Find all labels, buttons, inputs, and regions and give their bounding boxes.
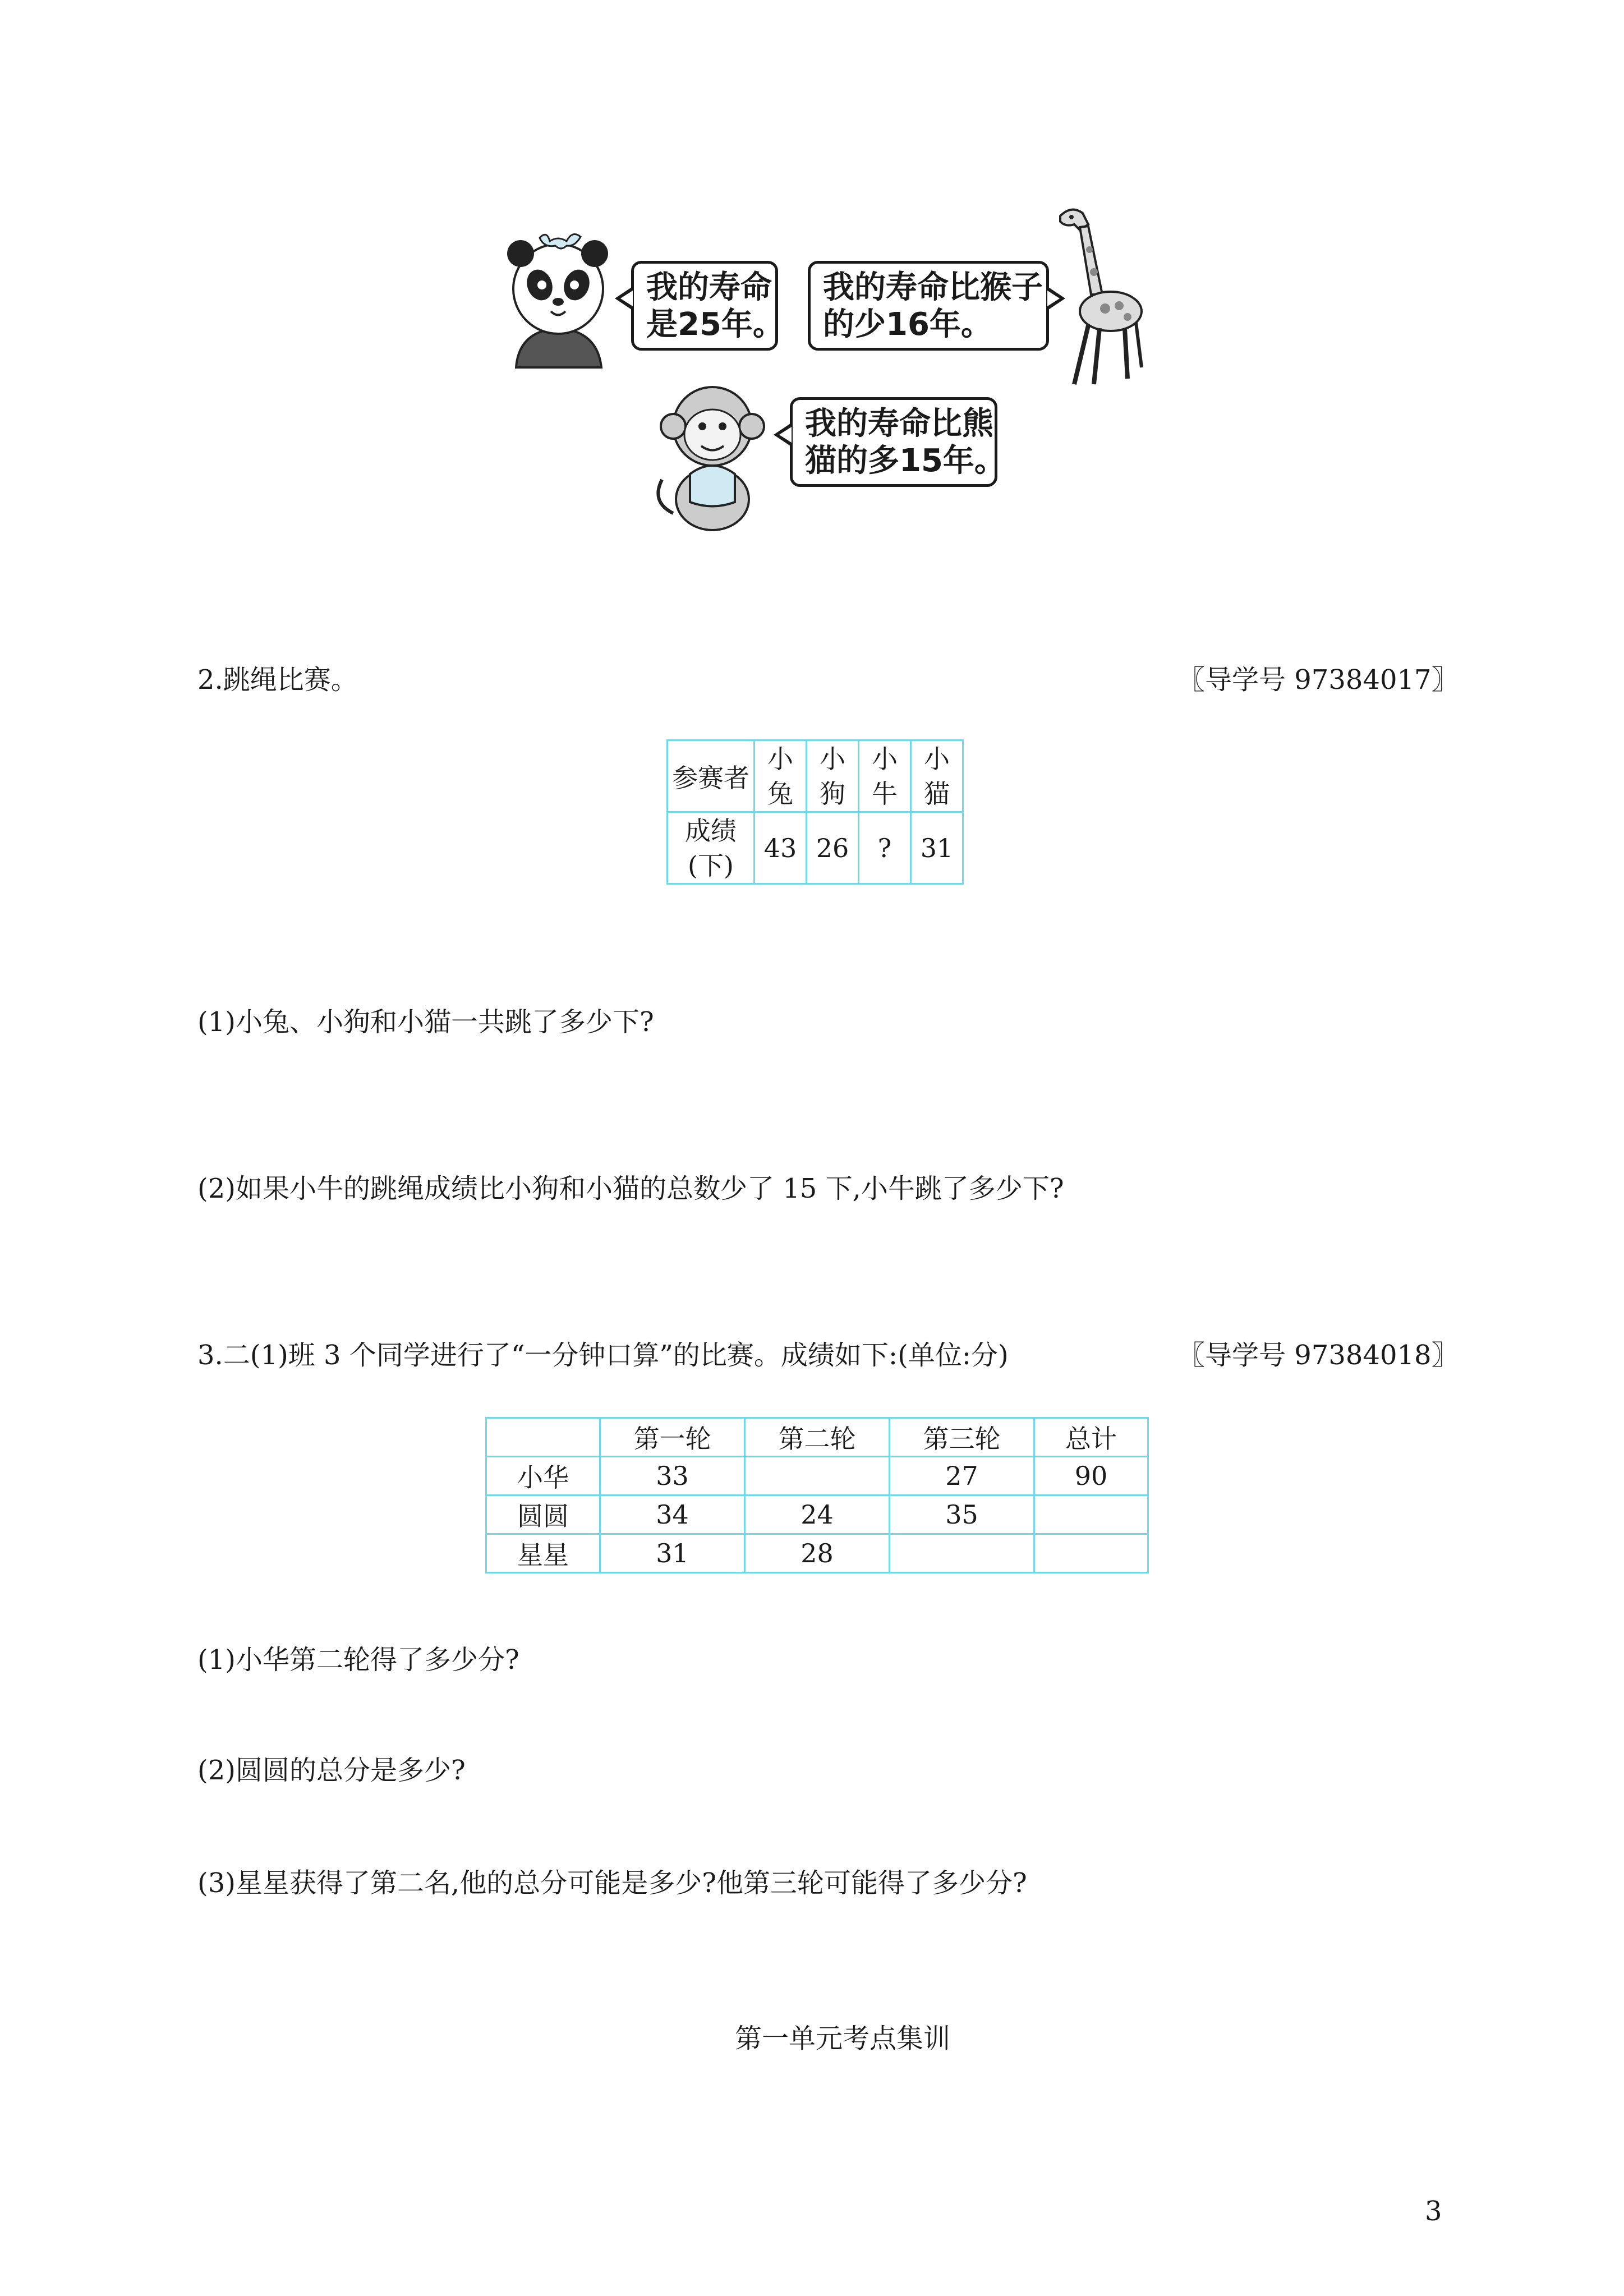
panda-speech-bubble xyxy=(631,261,784,351)
student-name-cell: 小华 xyxy=(486,1457,600,1496)
panda-illustration xyxy=(505,219,611,370)
giraffe-speech-bubble xyxy=(808,261,1049,351)
header-label-cell xyxy=(668,740,755,812)
score-cell: 31 xyxy=(911,812,963,884)
participant-char: 小 xyxy=(767,743,793,774)
header-cell xyxy=(486,1418,600,1457)
participant-char: 猫 xyxy=(924,778,950,809)
page-number: 3 xyxy=(1425,2196,1442,2227)
participant-char: 小 xyxy=(924,743,950,774)
participant-char: 兔 xyxy=(767,778,793,809)
score-unit: (下) xyxy=(688,850,734,881)
jump-rope-table xyxy=(666,739,964,885)
table-row xyxy=(486,1418,1148,1457)
participant-cell xyxy=(859,740,911,812)
header-cell: 第二轮 xyxy=(745,1418,890,1457)
score-cell: 31 xyxy=(600,1534,745,1573)
score-label: 成绩 xyxy=(685,815,737,846)
score-cell xyxy=(745,1457,890,1496)
total-cell xyxy=(1034,1534,1148,1573)
question-3-reference: 〖导学号 97384018〗 xyxy=(1178,1340,1459,1371)
mental-math-table xyxy=(485,1417,1149,1573)
table-row xyxy=(486,1534,1148,1573)
score-cell: 26 xyxy=(807,812,859,884)
participant-char: 小 xyxy=(872,743,898,774)
question-2-reference: 〖导学号 97384017〗 xyxy=(1178,664,1459,696)
header-cell: 第一轮 xyxy=(600,1418,745,1457)
student-name-cell: 圆圆 xyxy=(486,1496,600,1534)
score-cell: 27 xyxy=(890,1457,1034,1496)
question-3-sub-2: (2)圆圆的总分是多少? xyxy=(197,1755,466,1786)
monkey-speech-bubble xyxy=(790,397,1006,487)
score-cell: ? xyxy=(859,812,911,884)
score-label-cell xyxy=(668,812,755,884)
question-2-sub-2: (2)如果小牛的跳绳成绩比小狗和小猫的总数少了 15 下,小牛跳了多少下? xyxy=(197,1173,1064,1204)
score-cell: 28 xyxy=(745,1534,890,1573)
panda-speech-line: 是25年。 xyxy=(646,306,784,343)
table-row xyxy=(486,1496,1148,1534)
table-row xyxy=(486,1457,1148,1496)
participant-char: 小 xyxy=(820,743,845,774)
monkey-speech-line: 我的寿命比熊 xyxy=(805,406,993,442)
participant-cell xyxy=(911,740,963,812)
header-cell: 总计 xyxy=(1034,1418,1148,1457)
score-cell: 33 xyxy=(600,1457,745,1496)
score-cell: 43 xyxy=(755,812,807,884)
student-name-cell: 星星 xyxy=(486,1534,600,1573)
score-cell: 35 xyxy=(890,1496,1034,1534)
table-row xyxy=(668,812,963,884)
monkey-illustration xyxy=(651,373,774,536)
score-cell: 24 xyxy=(745,1496,890,1534)
question-2-title: 2.跳绳比赛。 xyxy=(197,664,358,696)
section-footer: 第一单元考点集训 xyxy=(735,2023,951,2054)
question-3-sub-1: (1)小华第二轮得了多少分? xyxy=(197,1644,519,1676)
panda-speech-line: 我的寿命 xyxy=(646,269,772,306)
participant-cell xyxy=(755,740,807,812)
participant-cell xyxy=(807,740,859,812)
participant-char: 狗 xyxy=(820,778,845,809)
giraffe-speech-line: 的少16年。 xyxy=(823,306,992,343)
score-cell: 34 xyxy=(600,1496,745,1534)
question-2-sub-1: (1)小兔、小狗和小猫一共跳了多少下? xyxy=(197,1006,654,1038)
header-label: 参赛者 xyxy=(672,762,749,793)
participant-char: 牛 xyxy=(872,778,898,809)
monkey-speech-line: 猫的多15年。 xyxy=(805,443,1006,479)
question-3-sub-3: (3)星星获得了第二名,他的总分可能是多少?他第三轮可能得了多少分? xyxy=(197,1867,1027,1899)
table-row xyxy=(668,740,963,812)
score-cell xyxy=(890,1534,1034,1573)
total-cell xyxy=(1034,1496,1148,1534)
header-cell: 第三轮 xyxy=(890,1418,1034,1457)
giraffe-speech-line: 我的寿命比猴子 xyxy=(823,269,1043,306)
question-3-title: 3.二(1)班 3 个同学进行了“一分钟口算”的比赛。成绩如下:(单位:分) xyxy=(197,1340,1009,1371)
total-cell: 90 xyxy=(1034,1457,1148,1496)
